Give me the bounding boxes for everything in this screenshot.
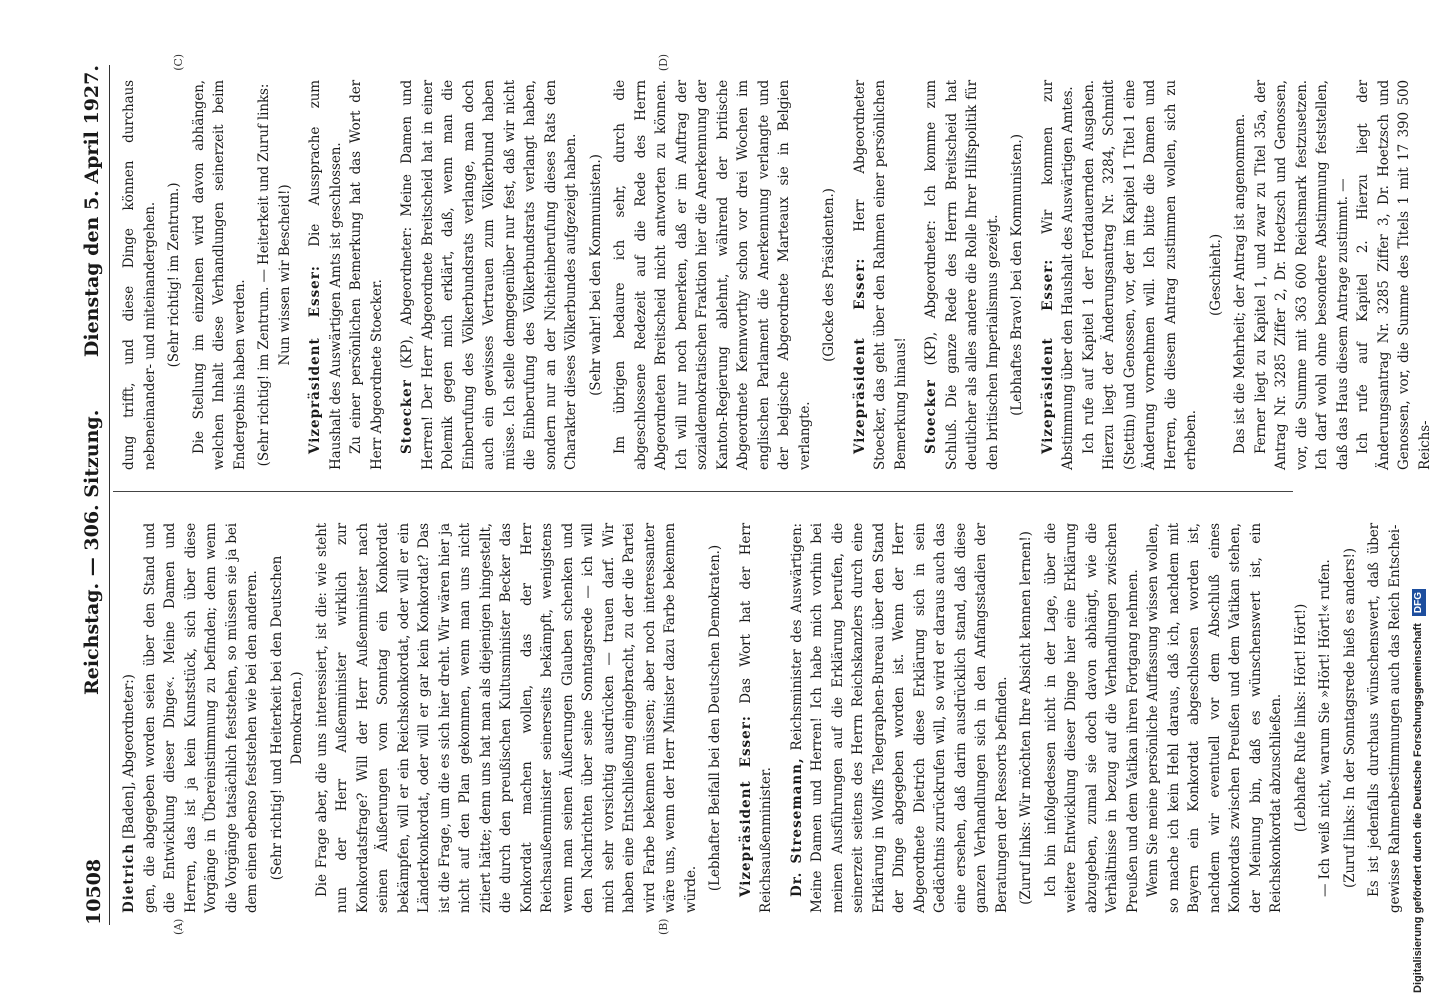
paragraph [119, 523, 140, 913]
paragraph [819, 80, 840, 470]
speaker-name: Dr. Stresemann, [788, 757, 805, 897]
page-title: Reichstag. — 306. Sitzung. [81, 409, 103, 695]
digitization-credit [1408, 8, 1430, 993]
paragraph [189, 80, 251, 470]
paragraph [346, 80, 387, 470]
margin-marker-c: (C) [172, 54, 185, 71]
paragraph [1206, 80, 1227, 470]
paragraph-text: (Sehr richtig! und Heiterkeit bei den Deutschen Demokraten.) [268, 555, 305, 881]
paragraph-text: (Geschieht.) [1207, 234, 1224, 317]
speaker-name: Vizepräsident Esser: [851, 257, 868, 454]
paragraph-text: Die Stellung im einzelnen wird davon abhängen, welchen Inhalt diese Verhandlungen seinerzeit beim Endergebnis haben werden. [190, 80, 248, 470]
paragraph [1230, 80, 1251, 470]
credit-text: Digitalisierung gefördert durch die Deutsche Forschungsgemeinschaft [1412, 623, 1424, 993]
session-date: Dienstag den 5. April 1927. [81, 65, 103, 358]
paragraph [1315, 523, 1336, 913]
paragraph [1007, 80, 1028, 470]
speaker-name: Vizepräsident Esser: [307, 265, 323, 454]
speaker-name: Stoecker [923, 379, 939, 454]
paragraph [1041, 523, 1144, 913]
paragraph-text: Ich bin infolgedessen nicht in der Lage, über die weitere Entwicklung dieser Dinge hier eine Erklärung abzugeben, zumal sie doch davon abhängt, wie die Verhältnisse in bezug auf die Verhandlungen zwischen Preußen und dem Vatikan ihren Fortgang nehmen. [1042, 523, 1141, 913]
paragraph [850, 80, 912, 470]
paragraph-text: Wir kommen zur Abstimmung über den Haushalt des Auswärtigen Amtes. [1039, 80, 1076, 470]
paragraph [1079, 80, 1202, 470]
paragraph-text: (Lebhaftes Bravo! bei den Kommunisten.) [1009, 134, 1025, 416]
paragraph-text: (KP), Abgeordneter: Meine Damen und Herren! Der Herr Abgeordnete Breitscheid hat in einer Polemik gegen mich erklärt, daß, wenn man die Einberufung des Völkerbundsrats verlange, man doch auch ein gewisses Vertrauen zum Völkerbund haben müsse. Ich stelle demgegenüber nur fest, daß wir nicht die Einberufung des Völkerbundsrats verlangt haben, sondern nur an der Nichteinberufung dieses Rats den Charakter dieses Völkerbundes aufgezeigt haben. [399, 80, 579, 470]
paragraph [119, 80, 160, 470]
paragraph-text: (Lebhafte Rufe links: Hört! Hört!) [1292, 603, 1309, 833]
paragraph-text: Die Aussprache zum Haushalt des Auswärtigen Amts ist geschlossen. [307, 80, 344, 470]
paragraph [921, 80, 1003, 470]
paragraph [1251, 80, 1354, 470]
paragraph-text: — Ich weiß nicht, warum Sie »Hört! Hört!« rufen. [1317, 559, 1333, 897]
paragraph-text: (Glocke des Präsidenten.) [821, 188, 837, 362]
paragraph-text: [Baden], Abgeordneter:) [121, 674, 137, 844]
paragraph [1143, 523, 1287, 913]
paragraph [705, 523, 726, 913]
right-column [119, 54, 1433, 470]
paragraph-text: (Sehr wahr! bei den Kommunisten.) [587, 154, 604, 396]
paragraph [586, 80, 607, 470]
paragraph [312, 523, 702, 913]
paragraph-text: Das ist die Mehrheit; der Antrag ist angenommen. [1232, 113, 1248, 454]
paragraph-text: Es ist jedenfalls durchaus wünschenswert, daß über gewisse Rahmenbestimmungen auch das Reich Entschei- [1366, 523, 1403, 913]
speaker-name: Stoecker [399, 379, 415, 454]
paragraph [1016, 523, 1037, 913]
paragraph [1038, 80, 1079, 470]
paragraph-text: Ich rufe auf Kapitel 2. Hierzu liegt der Änderungsantrag Nr. 3285 Ziffer 3, Dr. Hoetzsch und Genossen, vor, die Summe des Titels 1 mit 17 390 500 Reichs- [1355, 80, 1433, 470]
paragraph-text: (Zuruf links: In der Sonntagsrede hieß es anders!) [1341, 548, 1358, 888]
page-header [75, 65, 109, 925]
paragraph-text: (Zuruf links: Wir möchten Ihre Absicht kennen lernen!) [1018, 531, 1034, 905]
paragraph-text: Ich rufe auf Kapitel 1 der Fortdauernden Ausgaben. Hierzu liegt der Änderungsantrag Nr. 3284, Schmidt (Stettin) und Genossen, vor, der im Kapitel 1 Titel 1 eine Änderung vornehmen will. Ich bitte die Damen und Herren, die diesem Antrag zustimmen wollen, sich zu erheben. [1080, 80, 1199, 470]
paragraph-text: (KP), Abgeordneter: Ich komme zum Schluß. Die ganze Rede des Herrn Breitscheid hat deutlicher als alles andere die Rolle Ihrer Hilfspolitik für den britischen Imperialismus gezeigt. [923, 80, 1001, 470]
paragraph-text: dung trifft, und diese Dinge können durchaus nebeneinander- und miteinandergehen. [121, 80, 158, 470]
paragraph [736, 523, 777, 913]
paragraph-text: (Lebhafter Beifall bei den Deutschen Demokraten.) [707, 544, 723, 892]
paragraph-text: Ferner liegt zu Kapitel 1, und zwar zu Titel 35a, der Antrag Nr. 3285 Ziffer 2, Dr. Hoetzsch und Genossen, vor, die Summe mit 363 600 Reichsmark festzusetzen. Ich darf wohl ohne besondere Abstimmung feststellen, daß das Haus diesem Antrage zustimmt. — [1252, 80, 1351, 470]
paragraph [1291, 523, 1312, 913]
dfg-logo: DFG [1412, 589, 1426, 616]
margin-marker-a: (A) [172, 918, 185, 935]
paragraph-text: Herr Abgeordneter Stoecker, das geht über den Rahmen einer persönlichen Bemerkung hinaus! [851, 79, 909, 470]
paragraph [787, 523, 1013, 913]
paragraph-text: Wenn Sie meine persönliche Auffassung wissen wollen, so mache ich kein Hehl daraus, daß ich, nachdem mit Bayern ein Konkordat abgeschlossen worden ist, nachdem wir eventuell vor dem Abschluß eines Konkordats zwischen Preußen und dem Vatikan stehen, der Meinung bin, daß es wünschenswert ist, ein Reichskonkordat abzuschließen. [1145, 523, 1284, 913]
paragraph [140, 523, 263, 913]
left-column [119, 523, 1403, 935]
paragraph [1364, 523, 1405, 913]
margin-marker-d: (D) [657, 54, 670, 72]
margin-marker-b: (B) [657, 918, 670, 935]
paragraph-text: Die Frage aber, die uns interessiert, ist die: wie steht nun der Herr Außenminister wirklich zur Konkordatsfrage? Will der Herr Außenminister nach seinen Äußerungen vom Sonntag ein Konkordat bekämpfen, will er ein Reichskonkordat, oder will er ein Länderkonkordat, oder will er gar kein Konkordat? Das ist die Frage, um die es sich hier dreht. Wir wären hier ja nicht auf den Plan gekommen, wenn man uns nicht zitiert hätte; denn uns hat man als diejenigen hingestellt, die durch den preußischen Kultusminister Becker das Konkordat machen wollen, das der Herr Reichsaußenminister seinerseits bekämpft, wenigstens wenn man seinen Äußerungen Glauben schenken und den Nachrichten über seine Sonntagsrede — ich will mich sehr vorsichtig ausdrücken — trauen darf. Wir haben eine Entschließung eingebracht, zu der die Partei wird Farbe bekennen müssen; aber noch interessanter wäre uns, wenn der Herr Minister dazu Farbe bekennen würde. [313, 523, 699, 913]
paragraph-text: Reichsminister des Auswärtigen: Meine Damen und Herren! Ich habe mich vorhin bei meinen Ausführungen auf die Erklärung berufen, die seinerzeit seitens des Herrn Reichskanzlers durch eine Erklärung in Wolffs Telegraphen-Bureau über den Stand der Dinge abgegeben worden ist. Wenn der Herr Abgeordnete Dietrich diese Erklärung sich in sein Gedächtnis zurückrufen will, so wird er daraus auch das eine ersehen, daß darin ausdrücklich stand, daß diese ganzen Verhandlungen sich in den Anfangsstadien der Beratungen der Ressorts befinden. [788, 523, 1010, 913]
speaker-name: Dietrich [121, 843, 137, 913]
paragraph [610, 80, 815, 470]
paragraph [1340, 523, 1361, 913]
page-number: 10508 [83, 858, 105, 925]
header-rule [109, 65, 110, 925]
paragraph-text: gen, die abgegeben worden seien über den Stand und die Entwicklung dieser Dinge«. Meine Damen und Herren, das ist ja kein Kunststück, sich über diese Vorgänge in Übereinstimmung zu befinden; denn wenn die Vorgänge tatsächlich feststehen, so müssen sie ja bei dem einen ebenso feststehen wie bei den anderen. [141, 523, 260, 913]
paragraph [164, 80, 185, 470]
paragraph-text: (Sehr richtig! im Zentrum.) [166, 182, 182, 368]
paragraph [254, 80, 295, 470]
paragraph [397, 80, 582, 470]
speaker-name: Vizepräsident Esser: [737, 715, 754, 897]
paragraph-text: Das Wort hat der Herr Reichsaußenminister. [737, 523, 774, 913]
paragraph-text: (Sehr richtig! im Zentrum. — Heiterkeit und Zuruf links: Nun wissen wir Bescheid!) [256, 83, 293, 467]
paragraph [267, 523, 308, 913]
speaker-name: Vizepräsident Esser: [1039, 258, 1056, 454]
paragraph-text: Im übrigen bedaure ich sehr, durch die abgeschlossene Redezeit auf die Rede des Herrn Abgeordneten Breitscheid nicht antworten zu können. Ich will nur noch bemerken, daß er im Auftrag der sozialdemokratischen Fraktion hier die Anerkennung der Kanton-Regierung ablehnt, während der britische Abgeordnete Kennworthy schon vor drei Wochen im englischen Parlament die Anerkennung verlangte und der belgische Abgeordnete Marteaux sie in Belgien verlangte. [612, 80, 813, 470]
column-divider [113, 491, 1293, 492]
paragraph-text: Zu einer persönlichen Bemerkung hat das Wort der Herr Abgeordnete Stoecker. [348, 80, 385, 470]
paragraph [305, 80, 346, 470]
